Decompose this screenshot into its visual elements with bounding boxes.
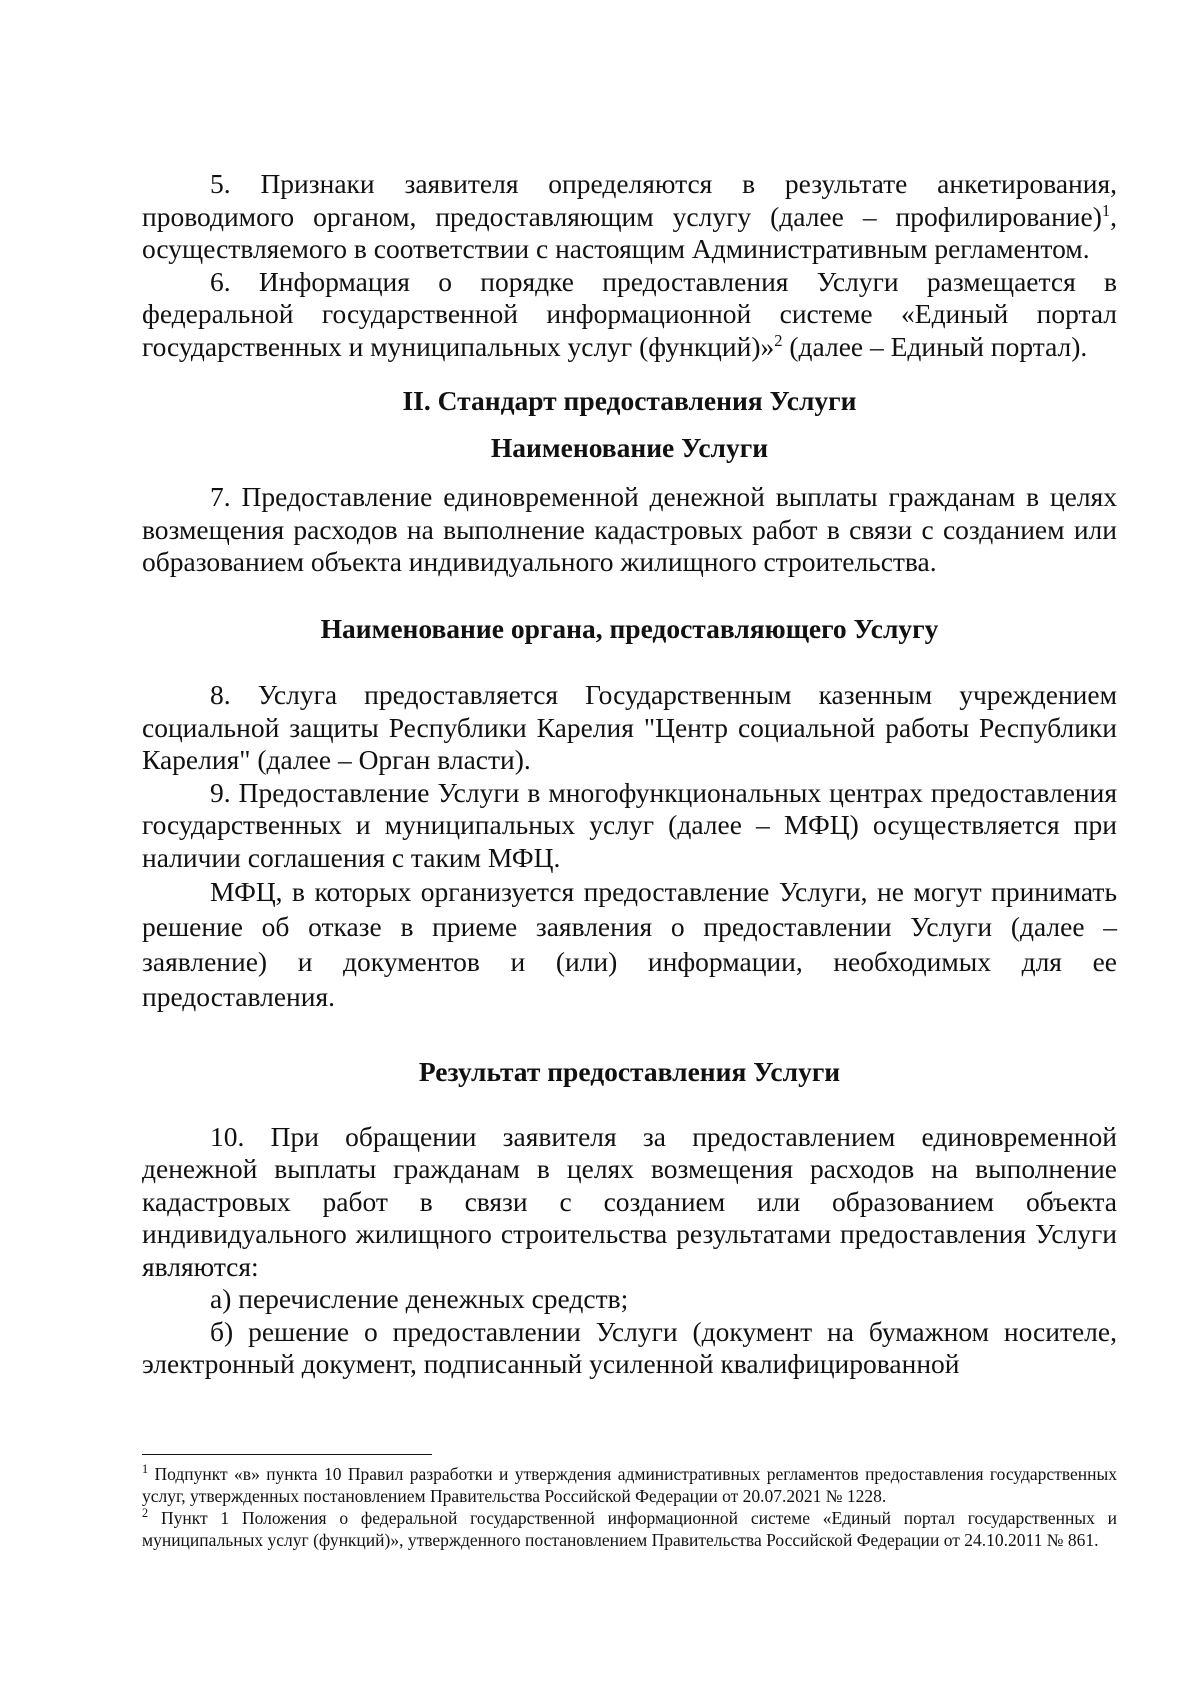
paragraph-10: 10. При обращении заявителя за предоставлением единовременной денежной выплаты гражданам в целях возмещения расходов на выполнение кадастровых работ в связи с созданием или образованием объекта индивидуального жилищного строительства результатами предоставления Услуги являются:: [142, 1120, 1117, 1282]
result-heading: Результат предоставления Услуги: [418, 1056, 841, 1087]
paragraph-10-b: б) решение о предоставлении Услуги (документ на бумажном носителе, электронный документ, подписанный усиленной квалифицированной: [142, 1315, 1117, 1379]
paragraph-8: 8. Услуга предоставляется Государственным казенным учреждением социальной защиты Республики Карелия "Центр социальной работы Республики Карелия" (далее – Орган власти).: [142, 679, 1117, 775]
footnote-ref-2: 2: [774, 330, 783, 350]
paragraph-7: 7. Предоставление единовременной денежной выплаты гражданам в целях возмещения расходов на выполнение кадастровых работ в связи с созданием или образованием объекта индивидуального жилищного строительства.: [142, 481, 1117, 577]
footnote-mark-2: 2: [142, 1506, 149, 1521]
footnote-divider: [142, 1454, 432, 1455]
paragraph-5: [142, 168, 1117, 266]
paragraph-6-tail: (далее – Единый портал).: [782, 330, 1088, 362]
footnote-2: [142, 1507, 1117, 1551]
footnotes: [142, 1463, 1117, 1551]
paragraph-5-text: 5. Признаки заявителя определяются в результате анкетирования, проводимого органом, предоставляющим услугу (далее – профилирование): [142, 168, 1117, 232]
footnote-2-text: Пункт 1 Положения о федеральной государственной информационной системе «Единый портал государственных и муниципальных услуг (функций)», утвержденного постановлением Правительства Российской Федерации от 24.10.2011 № 861.: [142, 1508, 1117, 1550]
organ-name-heading: Наименование органа, предоставляющего Услугу: [320, 612, 939, 644]
paragraph-6-text: 6. Информация о порядке предоставления Услуги размещается в федеральной государственной информационной системе «Единый портал государственных и муниципальных услуг (функций)»: [142, 265, 1117, 362]
footnote-1-text: Подпункт «в» пункта 10 Правил разработки и утверждения административных регламентов предоставления государственных услуг, утвержденных постановлением Правительства Российской Федерации от 20.07.2021 № 1228.: [142, 1464, 1118, 1506]
document-body: [142, 168, 1117, 1381]
section-heading: II. Стандарт предоставления Услуги: [402, 385, 857, 416]
paragraph-9-mfc: МФЦ, в которых организуется предоставление Услуги, не могут принимать решение об отказе в приеме заявления о предоставлении Услуги (далее – заявление) и документов и (или) информации, необходимых для ее предоставления.: [142, 876, 1117, 1012]
paragraph-10-a: а) перечисление денежных средств;: [210, 1283, 629, 1314]
footnote-1: [142, 1463, 1117, 1507]
footnote-mark-1: 1: [142, 1462, 149, 1477]
paragraph-9: 9. Предоставление Услуги в многофункциональных центрах предоставления государственных и муниципальных услуг (далее – МФЦ) осуществляется при наличии соглашения с таким МФЦ.: [142, 776, 1117, 873]
service-name-heading: Наименование Услуги: [490, 431, 769, 463]
footnote-ref-1: 1: [1101, 200, 1111, 220]
paragraph-5-tail: , осуществляемого в соответствии с настоящим Административным регламентом.: [142, 200, 1117, 264]
paragraph-6: [142, 266, 1117, 364]
